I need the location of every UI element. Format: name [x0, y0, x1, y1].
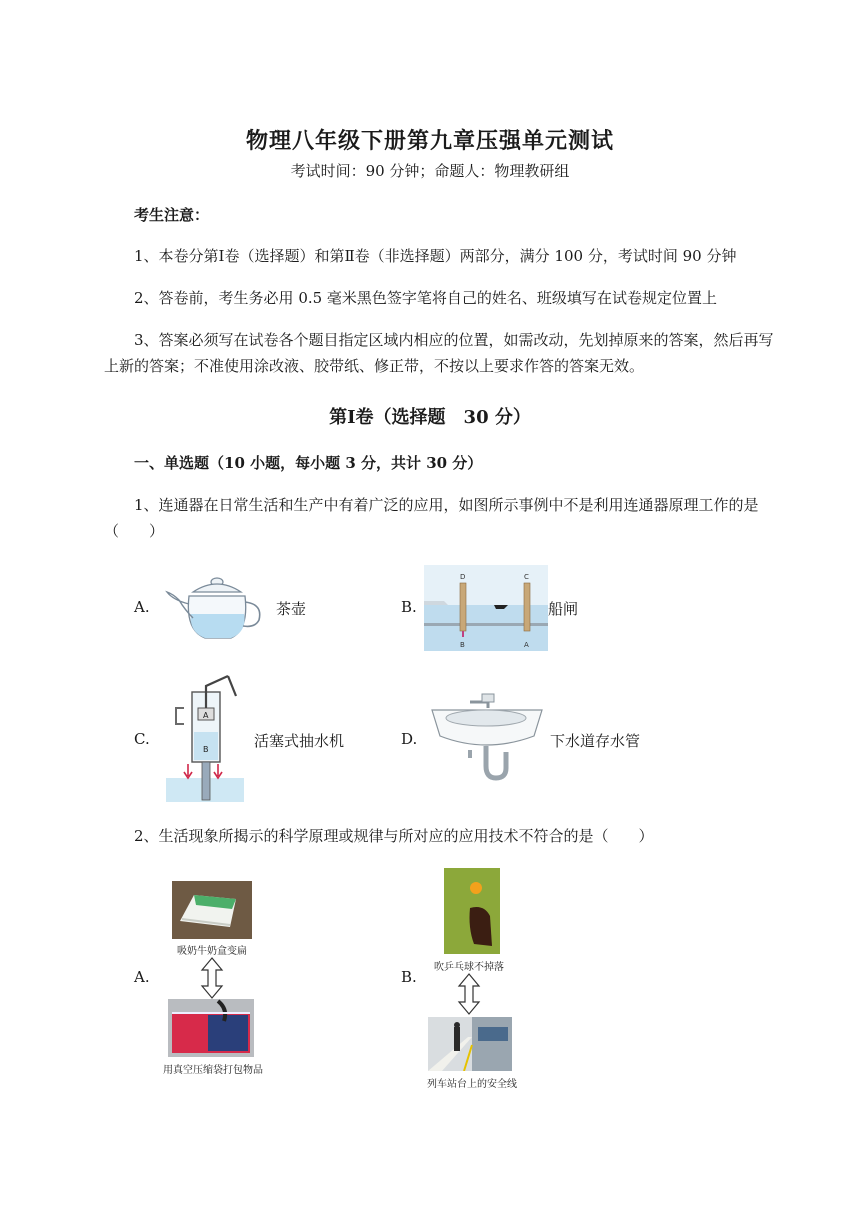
exam-info: 考试时间：90 分钟；命题人：物理教研组: [290, 162, 570, 180]
question-1-text: 1、连通器在日常生活和生产中有着广泛的应用，如图所示事例中不是利用连通器原理工作的是: [134, 496, 759, 514]
pump-label-b: B: [203, 745, 209, 754]
q1-option-c-letter: C.: [134, 730, 150, 748]
vacuum-bag-photo: [168, 999, 254, 1057]
milk-carton-photo: [172, 881, 252, 939]
lock-label-d: D: [460, 573, 466, 581]
q1-option-c-label: 活塞式抽水机: [254, 732, 345, 750]
q2-option-a-letter: A.: [134, 968, 150, 986]
ship-lock-image: [424, 565, 548, 651]
lock-label-b: B: [460, 641, 465, 649]
lock-label-a: A: [524, 641, 529, 649]
double-arrow-icon-2: [457, 972, 481, 1016]
q2-option-b-letter: B.: [401, 968, 417, 986]
train-platform-photo: [428, 1017, 512, 1071]
q1-option-b-letter: B.: [401, 598, 417, 616]
question-1-blank: （ ）: [104, 522, 165, 540]
question-2-text: 2、生活现象所揭示的科学原理或规律与所对应的应用技术不符合的是（ ）: [134, 827, 654, 845]
notice-item-3-cont: 上新的答案；不准使用涂改液、胶带纸、修正带，不按以上要求作答的答案无效。: [104, 357, 645, 375]
notice-item-2: 2、答卷前，考生务必用 0.5 毫米黑色签字笔将自己的姓名、班级填写在试卷规定位置上: [134, 289, 717, 307]
pump-label-a: A: [203, 711, 209, 720]
q2-b-bottom-caption: 列车站台上的安全线: [427, 1079, 517, 1090]
q2-a-top-caption: 吸奶牛奶盒变扁: [177, 946, 247, 957]
q1-option-a-label: 茶壶: [276, 600, 307, 618]
page-title: 物理八年级下册第九章压强单元测试: [245, 128, 614, 154]
notice-heading: 考生注意：: [134, 206, 210, 224]
double-arrow-icon: [200, 956, 224, 1000]
section-title: 第Ⅰ卷（选择题 30 分）: [329, 407, 531, 428]
q1-option-d-label: 下水道存水管: [550, 732, 641, 750]
ping-pong-photo: [444, 868, 500, 954]
q2-a-bottom-caption: 用真空压缩袋打包物品: [163, 1065, 263, 1076]
q2-b-top-caption: 吹乒乓球不掉落: [434, 962, 504, 973]
sink-trap-image: [430, 688, 544, 788]
part-heading: 一、单选题（10 小题，每小题 3 分，共计 30 分）: [134, 454, 483, 472]
q1-option-d-letter: D.: [401, 730, 418, 748]
piston-pump-image: [166, 672, 244, 802]
teapot-image: [165, 570, 265, 642]
q1-option-b-label: 船闸: [548, 600, 579, 618]
notice-item-3: 3、答案必须写在试卷各个题目指定区域内相应的位置，如需改动，先划掉原来的答案，然后再写: [134, 331, 774, 349]
q1-option-a-letter: A.: [134, 598, 150, 616]
lock-label-c: C: [524, 573, 529, 581]
notice-item-1: 1、本卷分第Ⅰ卷（选择题）和第Ⅱ卷（非选择题）两部分，满分 100 分，考试时间 90 分钟: [134, 247, 737, 265]
